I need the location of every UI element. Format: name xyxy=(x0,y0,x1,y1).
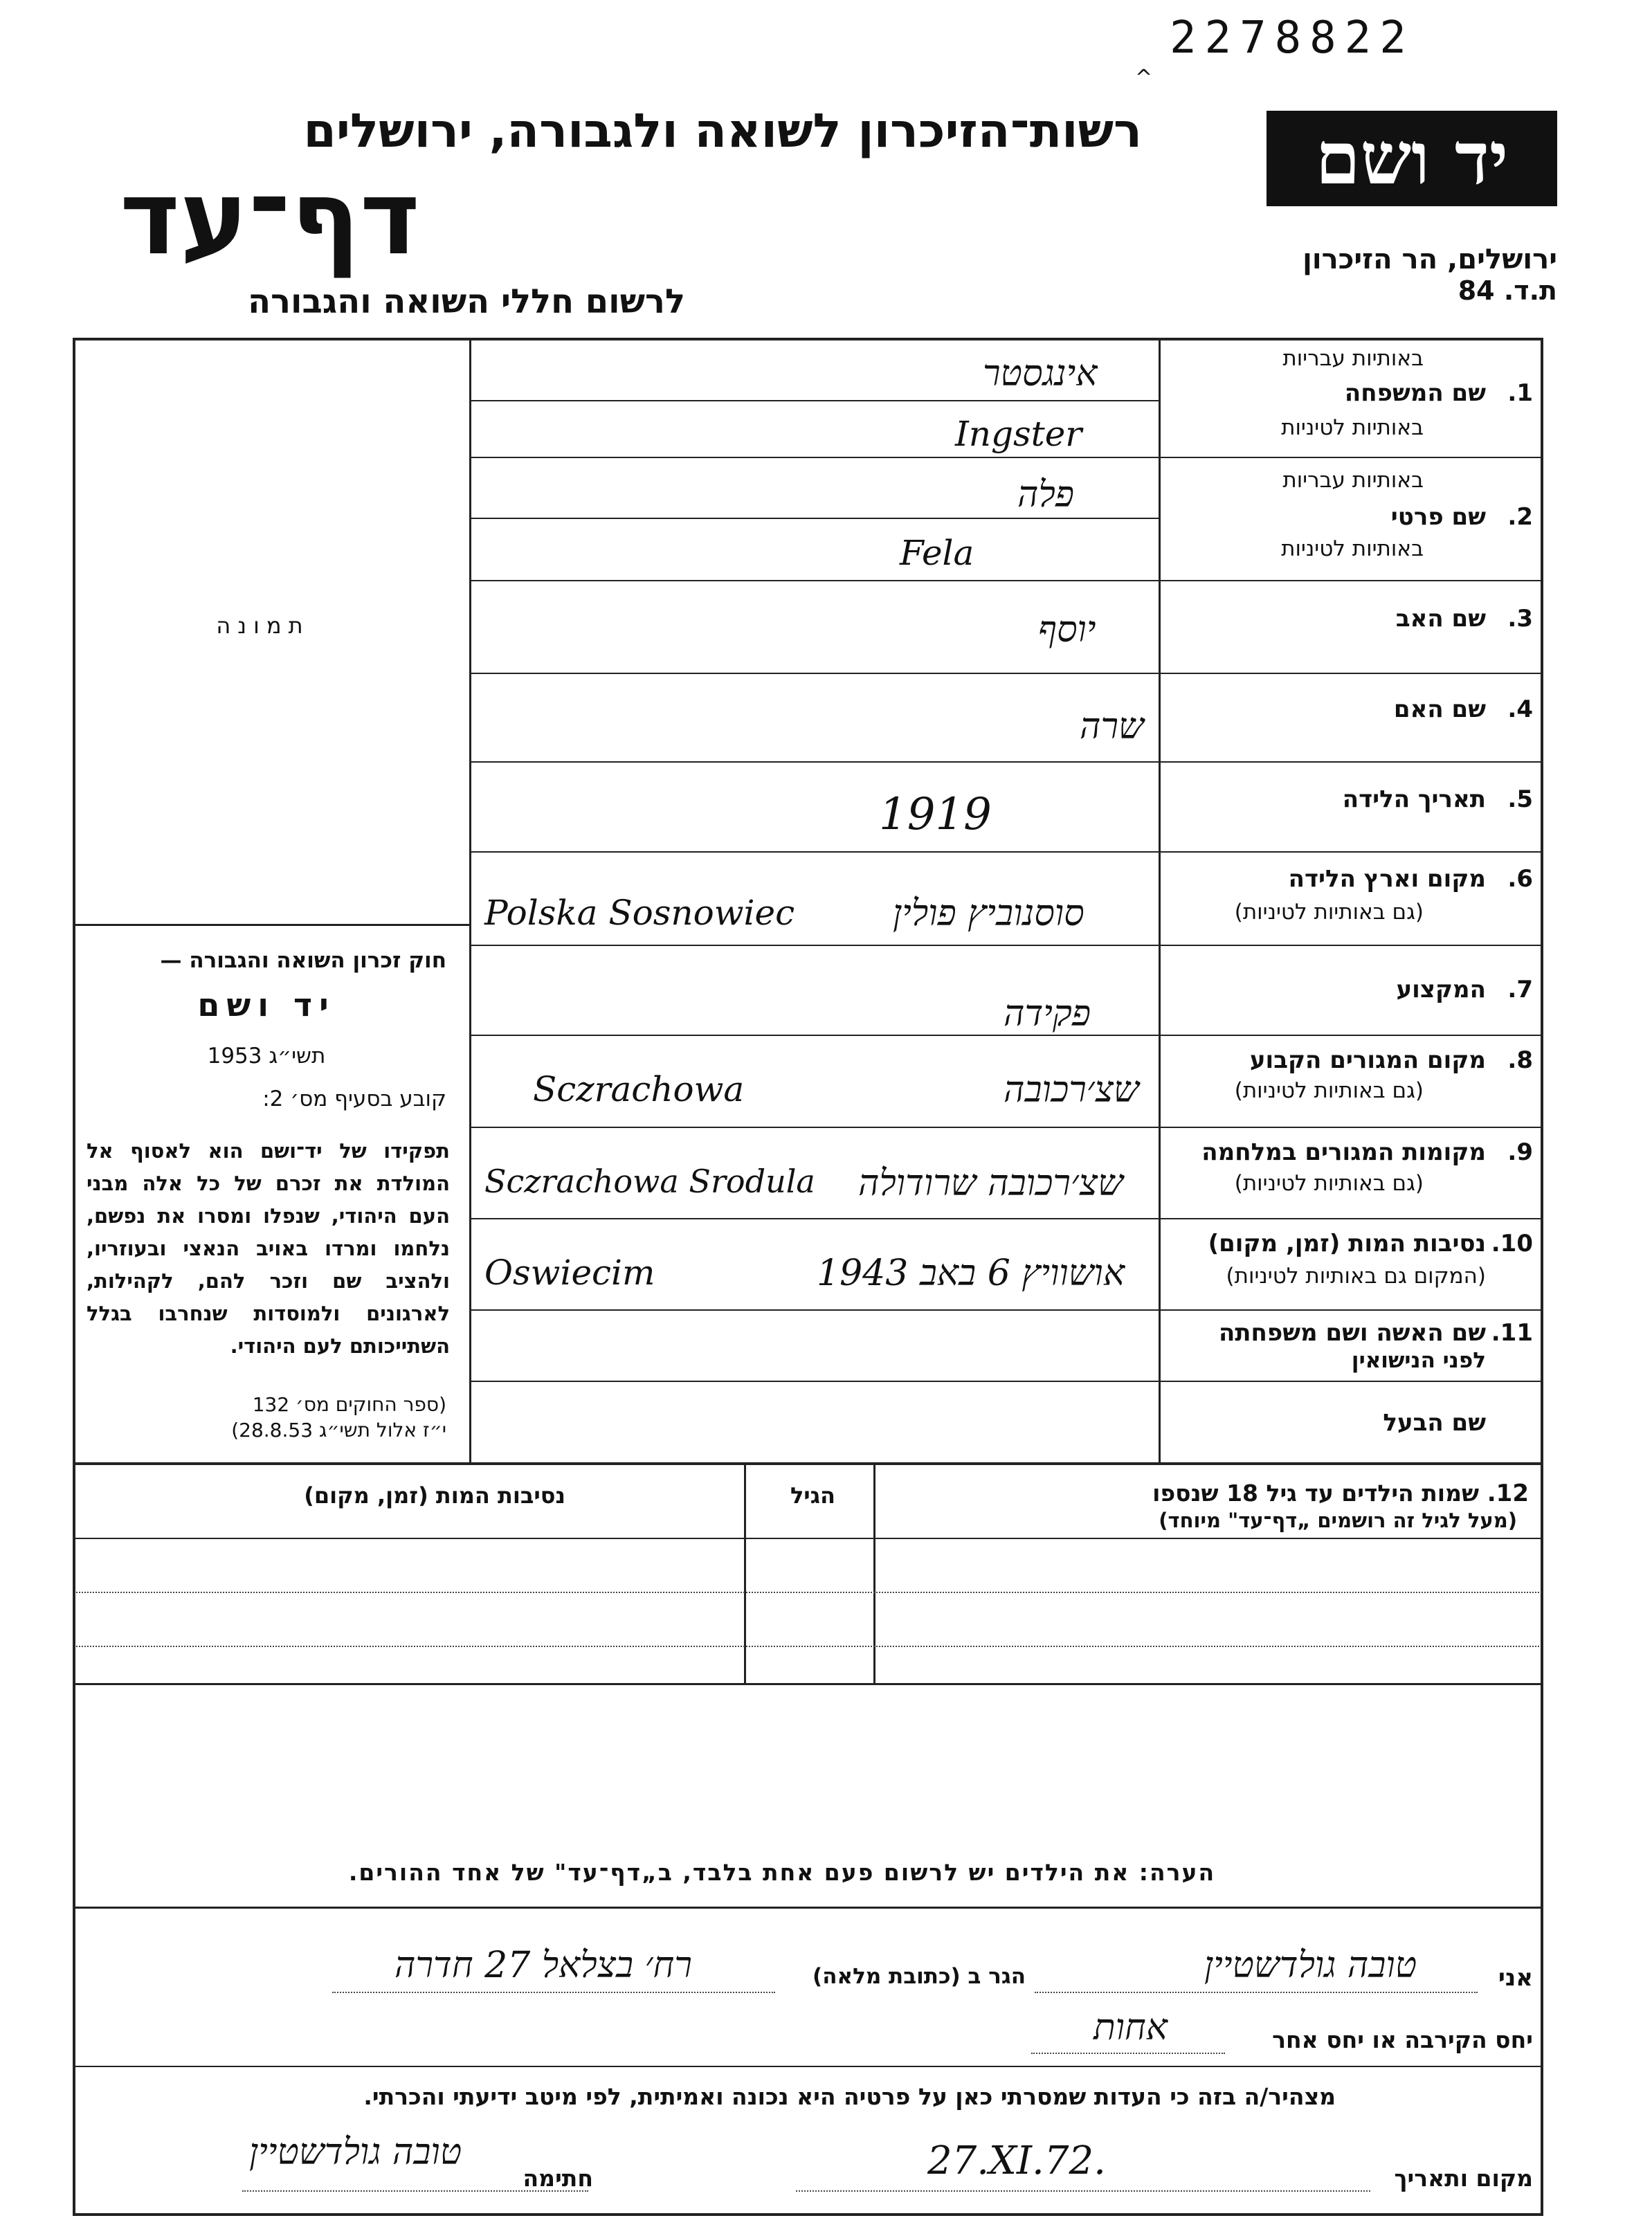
children-col-divider xyxy=(744,1464,746,1684)
f5-label: תאריך הלידה xyxy=(1342,785,1486,813)
children-title: שמות הילדים עד גיל 18 שנספו xyxy=(1152,1480,1479,1507)
f8-number: 8. xyxy=(1507,1046,1533,1074)
f7-label: המקצוע xyxy=(1396,976,1486,1003)
row-line xyxy=(471,1381,1542,1382)
f10-latin-value: Oswiecim xyxy=(484,1253,655,1293)
f7-value: פקידה xyxy=(1004,993,1091,1035)
law-name: יד ושם xyxy=(197,986,336,1024)
row-line xyxy=(471,518,1160,519)
f7-number: 7. xyxy=(1507,976,1533,1003)
frame-right xyxy=(1541,338,1543,2215)
upper-grid-bottom xyxy=(74,1462,1542,1465)
row-line xyxy=(471,1035,1542,1036)
relation-label: יחס הקירבה או יחס אחר xyxy=(1272,2026,1533,2053)
resides-label: הגר ב (כתובת מלאה) xyxy=(813,1964,1026,1989)
f3-number: 3. xyxy=(1507,605,1533,633)
f4-value: שרה xyxy=(1080,706,1144,747)
frame-top xyxy=(73,338,1543,340)
f11-label: שם האשה ושם משפחתה xyxy=(1218,1319,1486,1347)
signature-date: 27.XI.72. xyxy=(927,2138,1106,2183)
f10-hebrew-value: אושוויץ 6 באב 1943 xyxy=(817,1253,1125,1294)
children-header-line xyxy=(74,1538,1542,1539)
row-line xyxy=(471,1218,1542,1219)
relation-line xyxy=(1031,2053,1225,2054)
f8-hebrew-value: שצ׳רכובה xyxy=(1004,1069,1139,1111)
corner-mark: ^ xyxy=(1135,66,1153,90)
f2-hebrew-hint: באותיות עבריות xyxy=(1282,468,1424,493)
form-subtitle: לרשום חללי השואה והגבורה xyxy=(248,282,685,321)
row-line xyxy=(471,945,1542,946)
law-ref-2: י״ז אלול תשי״ג 28.8.53) xyxy=(231,1419,446,1442)
f1-hebrew-value: אינגסטר xyxy=(983,353,1098,394)
declarant-name-line xyxy=(1035,1992,1478,1993)
declarant-name: טובה גולדשטיין xyxy=(1204,1945,1417,1986)
f10-label: נסיבות המות (זמן, מקום) xyxy=(1208,1230,1486,1257)
yad-vashem-logo: יד ושם xyxy=(1267,111,1557,206)
row-line xyxy=(471,400,1160,401)
frame-left xyxy=(73,338,75,2215)
f8-latin-hint: (גם באותיות לטיניות) xyxy=(1234,1078,1424,1103)
law-ref-1: (ספר החוקים מס׳ 132 xyxy=(252,1393,446,1416)
frame-bottom xyxy=(73,2213,1543,2216)
f4-label: שם האם xyxy=(1393,696,1486,723)
f3-value: יוסף xyxy=(1038,609,1096,651)
row-line xyxy=(471,580,1542,581)
place-date-line xyxy=(796,2190,1370,2192)
death-column-header: נסיבות המות (זמן, מקום) xyxy=(304,1482,565,1509)
declarant-address: רח׳ בצלאל 27 חדרה xyxy=(394,1945,692,1986)
age-column-header: הגיל xyxy=(790,1482,835,1509)
children-table-bottom xyxy=(74,1683,1542,1685)
f9-latin-value: Sczrachowa Srodula xyxy=(484,1163,815,1200)
logo-pobox: ת.ד. 84 xyxy=(1458,275,1557,306)
f1-label: שם המשפחה xyxy=(1344,379,1486,407)
children-subtitle: (מעל לגיל זה רושמים „דף־עד" מיוחד) xyxy=(1159,1509,1517,1532)
row-line xyxy=(471,1309,1542,1311)
f10-latin-hint: (המקום גם באותיות לטיניות) xyxy=(1226,1264,1486,1289)
f9-latin-hint: (גם באותיות לטיניות) xyxy=(1234,1171,1424,1196)
f1-number: 1. xyxy=(1507,379,1533,407)
f2-label: שם פרטי xyxy=(1390,503,1486,531)
f6-latin-hint: (גם באותיות לטיניות) xyxy=(1234,900,1424,925)
husband-label: שם הבעל xyxy=(1383,1409,1486,1437)
f5-number: 5. xyxy=(1507,785,1533,813)
row-line xyxy=(471,673,1542,674)
f9-hebrew-value: שצ׳רכובה שרודולה xyxy=(858,1163,1123,1204)
signature-label: חתימה xyxy=(523,2165,593,2192)
f10-number: 10. xyxy=(1491,1230,1533,1257)
f8-latin-value: Sczrachowa xyxy=(533,1069,745,1109)
children-row-line xyxy=(76,1646,1539,1647)
f11-number: 11. xyxy=(1491,1319,1533,1347)
f8-label: מקום המגורים הקבוע xyxy=(1249,1046,1486,1074)
row-line xyxy=(471,1127,1542,1128)
f2-number: 2. xyxy=(1507,503,1533,531)
signature-line xyxy=(242,2190,588,2192)
row-line xyxy=(471,761,1542,763)
form-title: דף־עד xyxy=(120,158,420,278)
f1-hebrew-hint: באותיות עבריות xyxy=(1282,346,1424,371)
law-title: חוק זכרון השואה והגבורה — xyxy=(160,948,446,973)
f9-label: מקומות המגורים במלחמה xyxy=(1201,1138,1486,1166)
serial-number: 2278822 xyxy=(1170,12,1415,64)
photo-label: תמונה xyxy=(216,612,310,639)
address-line xyxy=(332,1992,775,1993)
f6-hebrew-value: סוסנוביץ פולין xyxy=(893,893,1084,934)
row-line xyxy=(471,457,1542,458)
law-body: תפקידו של יד־ושם הוא לאסוף אל המולדת את זכרם של כל אלה מבני העם היהודי, שנפלו ומסרו את נפשם, נלחמו ומרדו באויב הנאצי ובעוזריו, ולהציב שם וזכר להם, לקהילות, לארגונים ולמוסדות שנחרבו בגלל השתייכותם לעם היהודי. xyxy=(87,1139,450,1358)
children-row-line xyxy=(76,1592,1539,1593)
f4-number: 4. xyxy=(1507,696,1533,723)
photo-column-divider xyxy=(469,339,471,1464)
declarant-section-line xyxy=(74,2066,1542,2067)
declaration-text: מצהיר/ה בזה כי העדות שמסרתי כאן על פרטיה היא נכונה ואמיתית, לפי מיטב ידיעתי והכרתי. xyxy=(363,2083,1336,2110)
logo-place: ירושלים, הר הזיכרון xyxy=(1302,244,1557,275)
row-line xyxy=(471,851,1542,853)
f3-label: שם האב xyxy=(1395,605,1486,633)
f2-hebrew-value: פלה xyxy=(1017,474,1075,516)
f2-latin-value: Fela xyxy=(900,533,974,573)
f9-number: 9. xyxy=(1507,1138,1533,1166)
photo-box-bottom xyxy=(74,924,470,926)
f1-latin-hint: באותיות לטיניות xyxy=(1281,415,1424,440)
f6-latin-value: Polska Sosnowiec xyxy=(484,893,795,933)
law-section: קובע בסעיף מס׳ 2: xyxy=(262,1087,446,1111)
declarant-i-label: אני xyxy=(1498,1964,1533,1992)
f5-value: 1919 xyxy=(879,789,992,840)
f11-sub-label: לפני הנישואין xyxy=(1351,1348,1486,1373)
organization-title: רשות־הזיכרון לשואה ולגבורה, ירושלים xyxy=(303,104,1142,158)
f6-number: 6. xyxy=(1507,865,1533,893)
signature-value: טובה גולדשטיין xyxy=(249,2132,462,2173)
children-number: 12. xyxy=(1487,1480,1529,1507)
law-year: תשי״ג 1953 xyxy=(207,1044,326,1069)
children-note: הערה: את הילדים יש לרשום פעם אחת בלבד, ב„דף־עד" של אחד ההורים. xyxy=(348,1859,1216,1886)
children-col-divider xyxy=(873,1464,875,1684)
place-date-label: מקום ותאריך xyxy=(1394,2165,1533,2192)
label-column-divider xyxy=(1159,339,1161,1464)
f1-latin-value: Ingster xyxy=(955,414,1082,454)
f2-latin-hint: באותיות לטיניות xyxy=(1281,536,1424,561)
note-section-line xyxy=(74,1907,1542,1909)
relation-value: אחות xyxy=(1093,2007,1168,2048)
f6-label: מקום וארץ הלידה xyxy=(1288,865,1486,893)
